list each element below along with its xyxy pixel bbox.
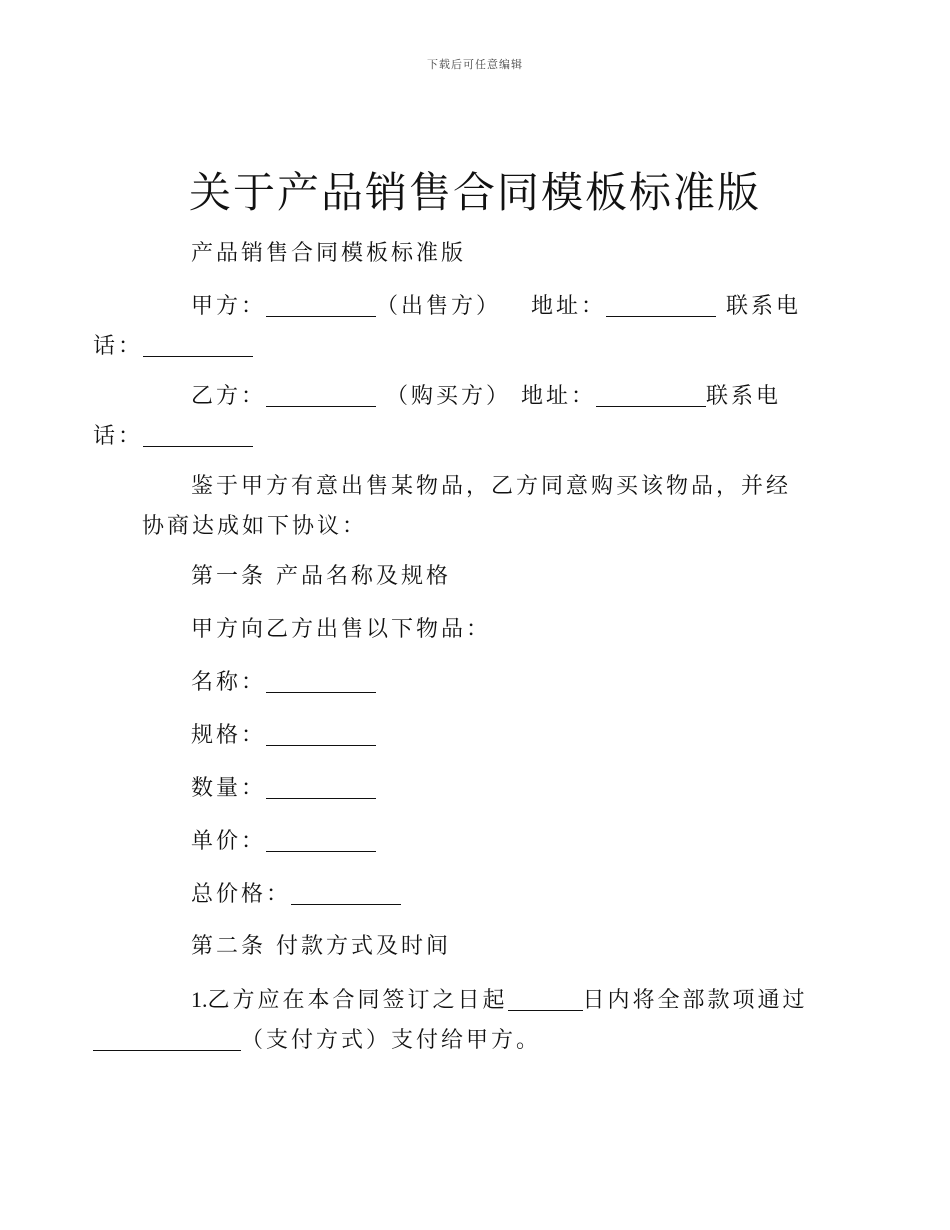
item-1-payment-method-blank <box>93 1026 241 1051</box>
field-quantity <box>142 769 810 809</box>
party-a-phone-blank <box>143 332 253 357</box>
field-spec-label: 规格： <box>191 723 267 748</box>
document-subtitle <box>142 234 810 274</box>
party-b-role: （购买方） <box>386 384 512 409</box>
party-a-phone-label-1: 联系电 <box>726 294 802 319</box>
item-1-number: 1. <box>191 987 208 1012</box>
subtitle-text: 产品销售合同模板标准版 <box>191 241 467 266</box>
field-spec-blank <box>266 721 376 746</box>
party-b-name-blank <box>266 382 376 407</box>
field-name-blank <box>266 668 376 693</box>
party-b-address-label: 地址： <box>521 384 597 409</box>
party-a-address-blank <box>606 292 716 317</box>
party-b-phone-blank <box>143 422 253 447</box>
party-a-address-label: 地址： <box>531 294 607 319</box>
field-quantity-label: 数量： <box>191 776 267 801</box>
party-a-label: 甲方： <box>191 294 267 319</box>
article-1-heading <box>142 557 810 597</box>
field-name <box>142 663 810 703</box>
article-2-heading <box>142 927 810 967</box>
party-b-phone-label-2: 话： <box>93 424 144 449</box>
field-spec <box>142 716 810 756</box>
document-title: 关于产品销售合同模板标准版 <box>188 168 761 217</box>
item-1-text-3: （支付方式）支付给甲方。 <box>241 1028 542 1053</box>
party-b-label: 乙方： <box>191 384 267 409</box>
party-a-role: （出售方） <box>376 294 502 319</box>
article-1-intro-text: 甲方向乙方出售以下物品： <box>191 617 492 642</box>
header-note: 下载后可任意编辑 <box>427 58 523 71</box>
field-total-price <box>142 875 810 915</box>
field-unit-price-blank <box>266 827 376 852</box>
field-unit-price <box>142 822 810 862</box>
preamble-text: 鉴于甲方有意出售某物品，乙方同意购买该物品，并经协商达成如下协议： <box>142 474 792 539</box>
article-1-intro <box>142 610 810 650</box>
field-quantity-blank <box>266 774 376 799</box>
field-total-price-label: 总价格： <box>191 882 292 907</box>
party-b-line <box>93 377 810 457</box>
item-1-text-2: 日内将全部款项通过 <box>582 988 808 1013</box>
field-name-label: 名称： <box>191 670 267 695</box>
article-2-heading-text: 第二条 付款方式及时间 <box>191 934 451 959</box>
party-b-phone-label-1: 联系电 <box>706 384 782 409</box>
item-1-days-blank <box>508 986 583 1011</box>
field-total-price-blank <box>291 880 401 905</box>
party-a-name-blank <box>266 292 376 317</box>
article-2-item-1 <box>142 980 810 1061</box>
preamble-paragraph <box>142 467 810 547</box>
party-b-address-blank <box>596 382 706 407</box>
article-1-heading-text: 第一条 产品名称及规格 <box>191 564 451 589</box>
field-unit-price-label: 单价： <box>191 829 267 854</box>
party-a-phone-label-2: 话： <box>93 334 144 359</box>
party-a-line <box>93 287 810 367</box>
item-1-text-1: 乙方应在本合同签订之日起 <box>207 988 508 1013</box>
